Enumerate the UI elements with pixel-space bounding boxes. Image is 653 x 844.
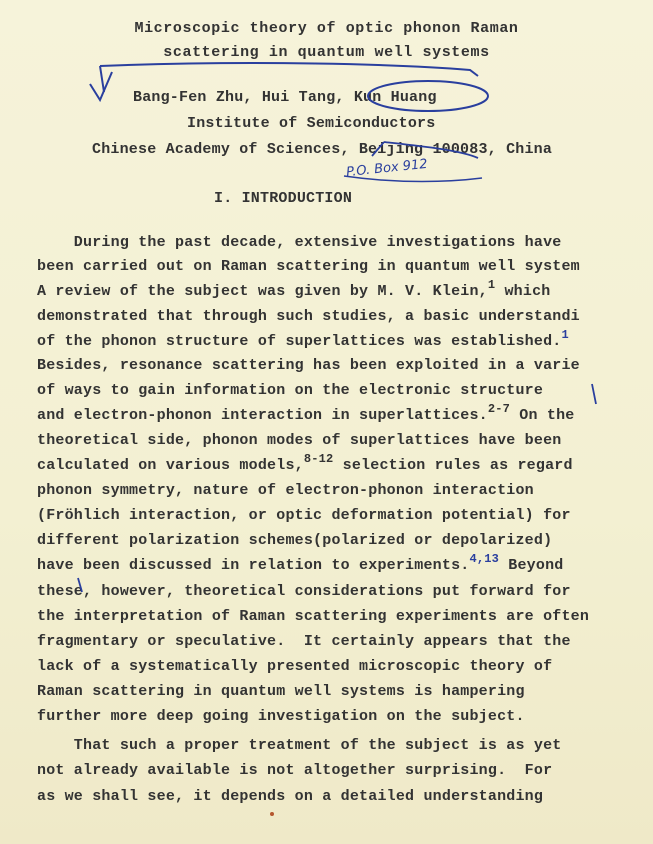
correction-mark (592, 384, 596, 404)
title-bracket-mark (100, 63, 478, 76)
authors: Bang-Fen Zhu, Hui Tang, Kun Huang (133, 89, 437, 106)
body-line: phonon symmetry, nature of electron-phonon interaction (37, 482, 534, 499)
section-heading: I. INTRODUCTION (214, 190, 353, 207)
body-line: theoretical side, phonon modes of superlattices have been (37, 432, 562, 449)
body-line: (Fröhlich interaction, or optic deformation potential) for (37, 507, 571, 524)
footnote-ref: 1 (487, 278, 496, 292)
body-line: of the phonon structure of superlattices was established.$^1$ (37, 328, 569, 350)
body-line: have been discussed in relation to experiments.$^{4,13}$ Beyond (37, 552, 564, 574)
address: Chinese Academy of Sciences, Beijing 100083, China (92, 141, 553, 158)
body-line: these, however, theoretical considerations put forward for (37, 583, 571, 600)
body-line: fragmentary or speculative. It certainly appears that the (37, 633, 571, 650)
body-line: calculated on various models,$^{8-12}$ selection rules as regard (37, 452, 573, 474)
body-line: lack of a systematically presented microscopic theory of (37, 658, 553, 675)
institute: Institute of Semiconductors (187, 115, 436, 132)
body-line: the interpretation of Raman scattering experiments are often (37, 608, 590, 625)
body-line: Besides, resonance scattering has been exploited in a varie (37, 357, 580, 374)
body-line: not already available is not altogether surprising. For (37, 762, 553, 779)
body-line: further more deep going investigation on the subject. (37, 708, 525, 725)
footnote-ref: 2-7 (487, 402, 511, 416)
body-line: Raman scattering in quantum well systems is hampering (37, 683, 525, 700)
footnote-ref: 8-12 (303, 452, 334, 466)
ink-dot (270, 812, 274, 816)
body-line: That such a proper treatment of the subject is as yet (37, 737, 562, 754)
body-line: During the past decade, extensive investigations have (37, 234, 562, 251)
handwritten-po-box: P.O. Box 912 (345, 156, 429, 181)
checkmark-icon (90, 72, 112, 100)
title-line-1: Microscopic theory of optic phonon Raman (134, 20, 519, 37)
body-line: A review of the subject was given by M. V. Klein,$^1$ which (37, 278, 551, 300)
arrow-stroke (100, 66, 104, 92)
footnote-ref: 4,13 (469, 552, 500, 566)
title-line-2: scattering in quantum well systems (163, 44, 490, 61)
body-line: demonstrated that through such studies, a basic understandi (37, 308, 580, 325)
body-line: of ways to gain information on the electronic structure (37, 382, 544, 399)
body-line: as we shall see, it depends on a detailed understanding (37, 788, 544, 805)
body-line: different polarization schemes(polarized or depolarized) (37, 532, 553, 549)
body-line: and electron-phonon interaction in superlattices.$^{2-7}$ On the (37, 402, 575, 424)
body-line: been carried out on Raman scattering in quantum well system (37, 258, 580, 275)
footnote-ref: 1 (561, 328, 569, 342)
